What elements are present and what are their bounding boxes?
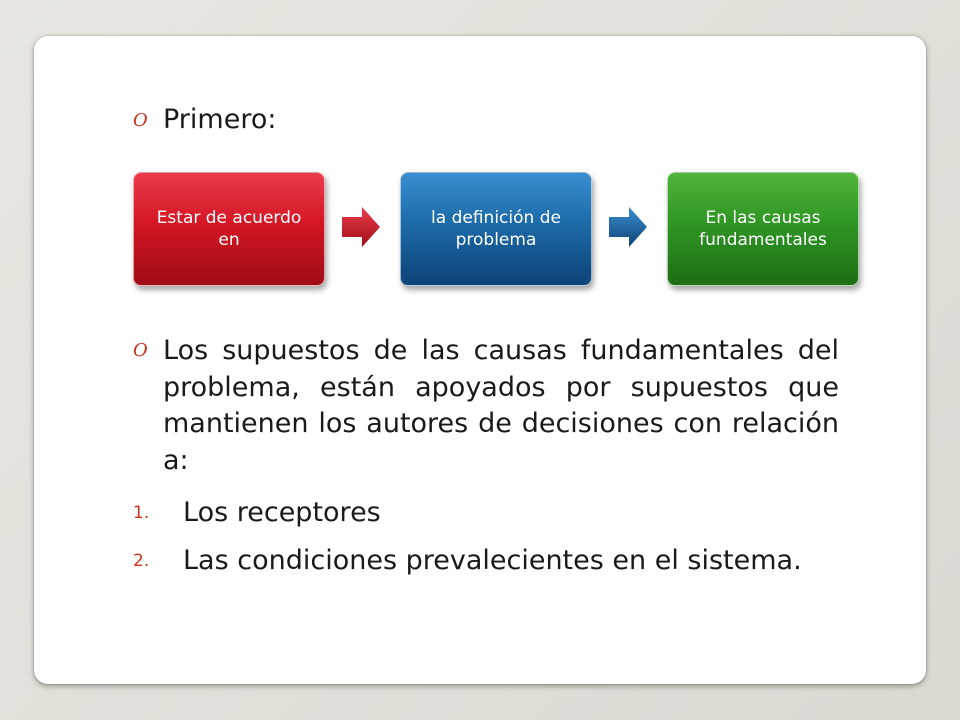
list-number: 1. — [133, 503, 150, 523]
arrow-right-icon — [340, 205, 382, 249]
heading-text: Primero: — [163, 104, 277, 135]
flow-box-2-label: la definición de problema — [431, 208, 561, 250]
flow-box-3-label: En las causas fundamentales — [699, 208, 827, 250]
list-item-2: Las condiciones prevalecientes en el sistema. — [183, 545, 802, 576]
bullet-marker: O — [133, 110, 148, 131]
list-number: 2. — [133, 551, 150, 571]
bullet-marker: O — [133, 340, 148, 361]
flow-box-1 — [133, 172, 325, 286]
paragraph-text: Los supuestos de las causas fundamentales del problema, están apoyados por supuestos que mantienen los autores de decisiones con relación a: — [163, 335, 839, 476]
list-item-1: Los receptores — [183, 497, 381, 528]
arrow-right-icon — [607, 205, 649, 249]
flow-box-1-label: Estar de acuerdo en — [156, 208, 302, 250]
flow-box-3 — [667, 172, 859, 286]
flow-box-2 — [400, 172, 592, 286]
